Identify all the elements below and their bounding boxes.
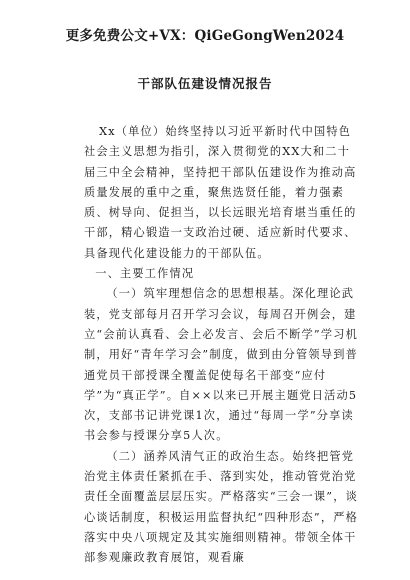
document-body (84, 122, 358, 569)
watermark-header: 更多免费公文+VX：QiGeGongWen2024 (65, 28, 345, 44)
body-paragraph-1: （一）筑牢理想信念的思想根基。深化理论武装，党支部每月召开学习会议，每周召开例会，建立“会前认真看、会上必发言、会后不断学”学习机制，用好“青年学习会”制度，做到由分管领导到普通党员干部授课全覆盖促使每名干部变“应付学”为“真正学”。自××以来已开展主题党日活动5次，支部书记讲党课1次，通过“每周一学”分享读书会参与授课分享5人次。 (84, 287, 358, 443)
intro-paragraph: Xx（单位）始终坚持以习近平新时代中国特色社会主义思想为指引，深入贯彻党的XX大和二十届三中全会精神，坚持把干部队伍建设作为推动高质量发展的重中之重，聚焦选贤任能，着力强素质、树导向、促担当，以长远眼光培育堪当重任的干部，精心锻造一支政治过硬、适应新时代要求、具备现代化建设能力的干部队伍。 (84, 125, 357, 260)
document-title: 干部队伍建设情况报告 (137, 76, 273, 91)
section-heading: 一、主要工作情况 (95, 267, 195, 281)
body-paragraph-2: （二）涵养风清气正的政治生态。始终把管党治党主体责任紧抓在手、落到实处，推动管党治党责任全面覆盖层层压实。严格落实“三会一课”，谈心谈话制度，积极运用监督执纪“四种形态”，严格落实中央八项规定及其实施细则精神。带领全体干部参观廉政教育展馆，观看廉 (84, 449, 358, 565)
